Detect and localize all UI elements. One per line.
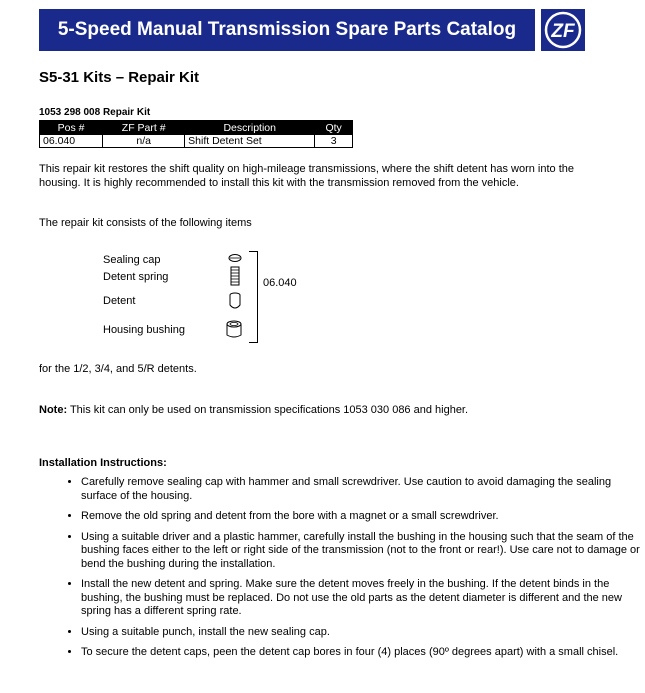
kit-item-detent: Detent — [103, 295, 136, 307]
item-reference: 06.040 — [263, 277, 297, 289]
section-title: S5-31 Kits – Repair Kit — [39, 69, 200, 86]
zf-logo-icon — [541, 9, 585, 51]
cell-qty: 3 — [315, 135, 353, 148]
list-item: • Install the new detent and spring. Make sure the detent moves freely in the bushing. If the detent binds in the bushing, the bushing must be replaced. Do not use the old parts as the detent diameter is different and the new spring has a different spring rate. — [81, 578, 641, 619]
instructions-list — [39, 476, 641, 667]
instructions-heading: Installation Instructions: — [39, 457, 167, 469]
list-item: • Carefully remove sealing cap with hammer and small screwdriver. Use caution to avoid damaging the sealing surface of the housing. — [81, 476, 641, 503]
sealing-cap-icon — [227, 253, 243, 263]
table-row — [40, 135, 353, 148]
kit-title: 1053 298 008 Repair Kit — [39, 107, 151, 118]
list-item: • To secure the detent caps, peen the detent cap bores in four (4) places (90º degrees apart) with a small chisel. — [81, 646, 641, 660]
kit-item-sealing-cap: Sealing cap — [103, 254, 161, 266]
detent-spring-icon — [228, 266, 242, 286]
detent-icon — [227, 292, 243, 312]
note-label: Note: — [39, 404, 68, 416]
cell-pos: 06.040 — [40, 135, 103, 148]
detents-text: for the 1/2, 3/4, and 5/R detents. — [39, 363, 197, 375]
intro-paragraph: This repair kit restores the shift quality on high-mileage transmissions, where the shift detent has worn into the housing. It is highly recommended to install this kit with the transmission removed from the vehicle. — [39, 163, 574, 189]
logo-text: ZF — [551, 21, 575, 42]
note-paragraph — [39, 404, 589, 418]
housing-bushing-icon — [225, 320, 243, 340]
items-bracket — [249, 251, 258, 343]
col-header-zf-part: ZF Part # — [103, 121, 185, 135]
col-header-qty: Qty — [315, 121, 353, 135]
catalog-title-banner — [39, 9, 535, 51]
table-header-row — [40, 121, 353, 135]
col-header-description: Description — [185, 121, 315, 135]
col-header-pos: Pos # — [40, 121, 103, 135]
cell-zf-part: n/a — [103, 135, 185, 148]
cell-description: Shift Detent Set — [185, 135, 315, 148]
kit-item-detent-spring: Detent spring — [103, 271, 169, 283]
list-item: • Using a suitable punch, install the new sealing cap. — [81, 626, 641, 640]
parts-table — [39, 120, 353, 148]
list-item: • Remove the old spring and detent from the bore with a magnet or a small screwdriver. — [81, 510, 641, 524]
kit-item-housing-bushing: Housing bushing — [103, 324, 185, 336]
consists-label: The repair kit consists of the following items — [39, 217, 252, 229]
list-item: • Using a suitable driver and a plastic hammer, carefully install the bushing in the housing such that the seam of the bushing faces either to the left or right side of the transmission (not to the front or rear!). Use care not to damage or bend the bushing during the installation. — [81, 531, 641, 572]
note-text: This kit can only be used on transmission specifications 1053 030 086 and higher. — [67, 404, 469, 416]
catalog-title: 5-Speed Manual Transmission Spare Parts Catalog — [57, 19, 517, 40]
